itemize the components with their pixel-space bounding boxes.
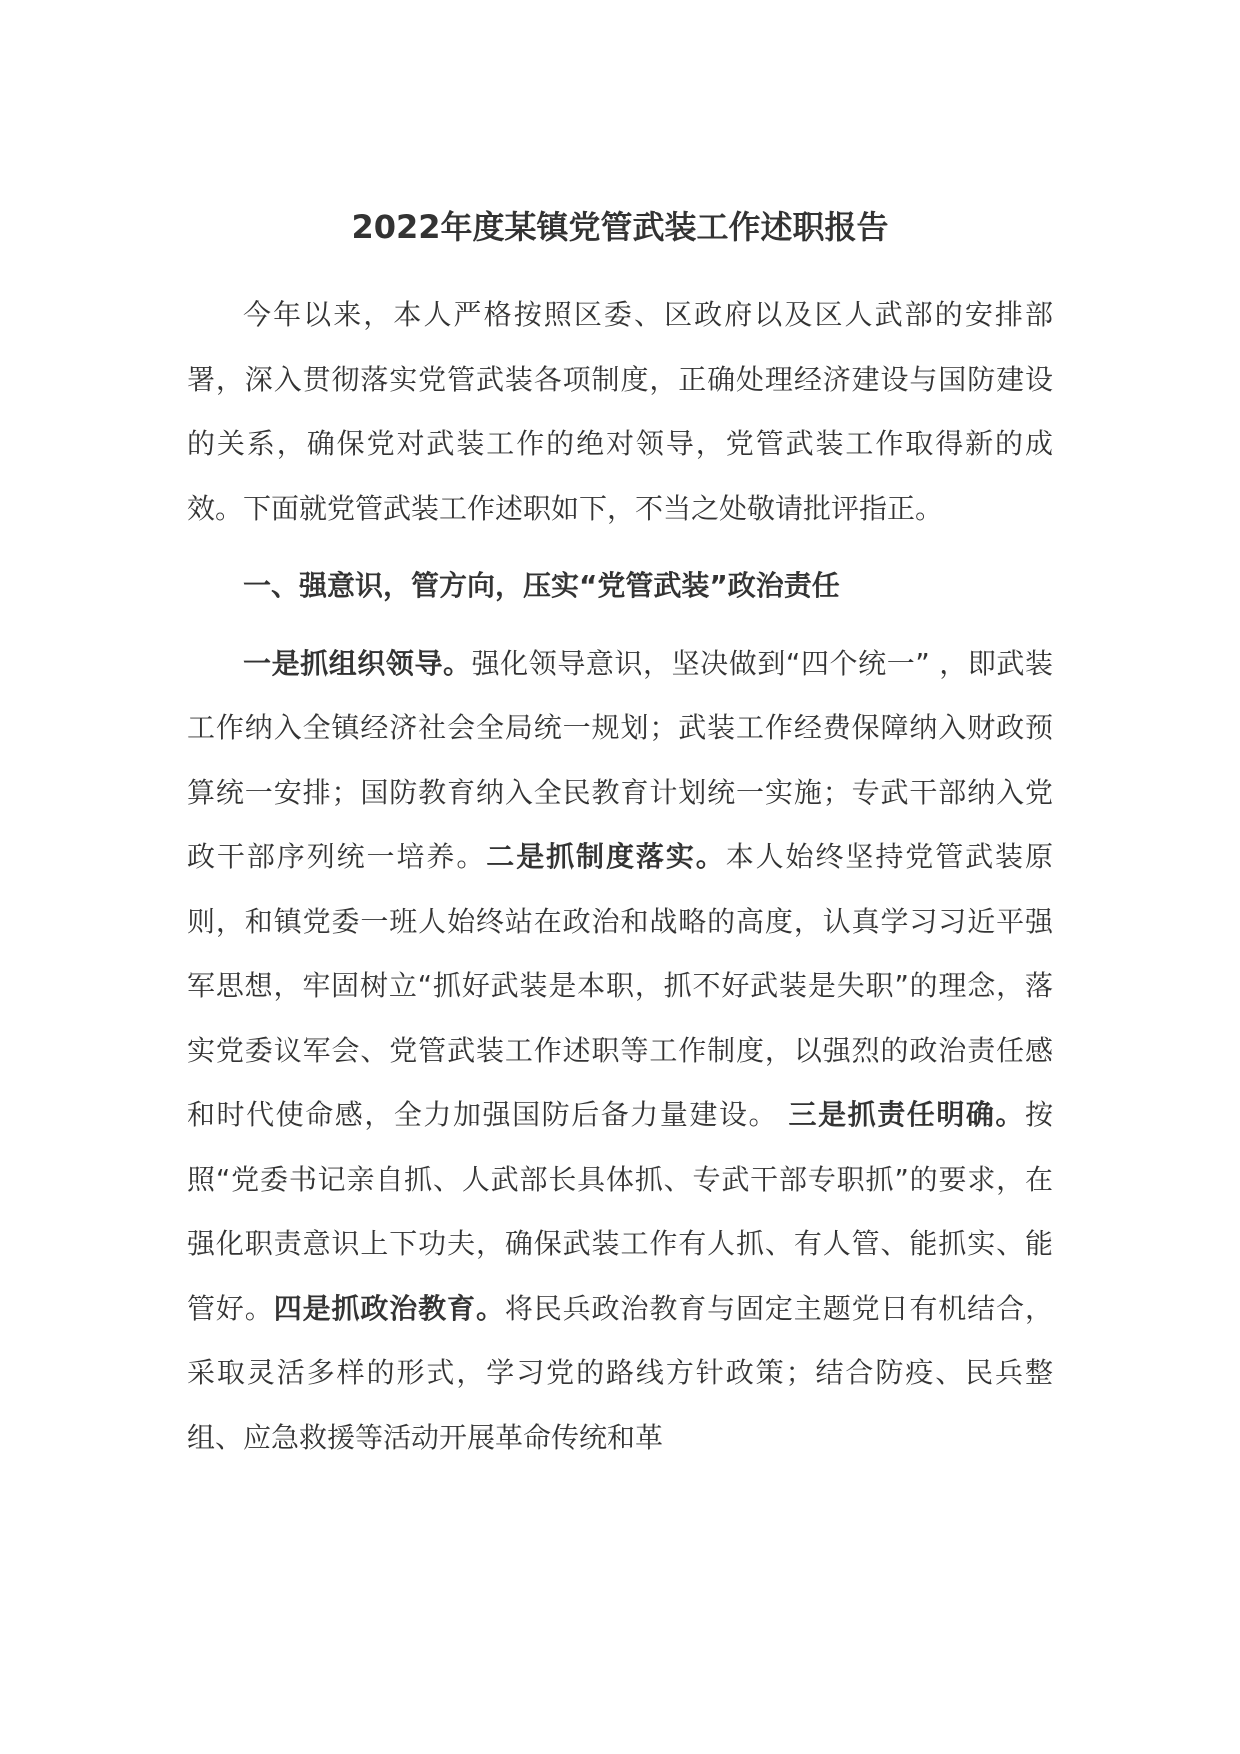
text-responsibility: 按照“党委书记亲自抓、人武部长具体抓、专武干部专职抓”的要求，在强化职责意识上下功夫，确保武装工作有人抓、有人管、能抓实、能管好。 (187, 1098, 1053, 1325)
lead-system: 二是抓制度落实。 (486, 840, 726, 873)
document-title: 2022年度某镇党管武装工作述职报告 (351, 208, 889, 246)
lead-responsibility: 三是抓责任明确。 (788, 1098, 1025, 1131)
text-political-education: 将民兵政治教育与固定主题党日有机结合，采取灵活多样的形式，学习党的路线方针政策；结合防疫、民兵整组、应急救援等活动开展革命传统和革 (187, 1291, 1053, 1454)
text-system: 本人始终坚持党管武装原则，和镇党委一班人始终站在政治和战略的高度，认真学习习近平强军思想，牢固树立“抓好武装是本职，抓不好武装是失职”的理念，落实党委议军会、党管武装工作述职等工作制度，以强烈的政治责任感和时代使命感，全力加强国防后备力量建设。 (187, 840, 1053, 1131)
section-1-heading: 一、强意识，管方向，压实“党管武装”政治责任 (243, 569, 840, 602)
lead-organization: 一是抓组织领导。 (243, 646, 472, 680)
section-1-paragraph (187, 632, 1053, 1471)
lead-political-education: 四是抓政治教育。 (273, 1291, 505, 1325)
document-body (187, 283, 1053, 1470)
intro-paragraph: 今年以来，本人严格按照区委、区政府以及区人武部的安排部署，深入贯彻落实党管武装各项制度，正确处理经济建设与国防建设的关系，确保党对武装工作的绝对领导，党管武装工作取得新的成效。下面就党管武装工作述职如下，不当之处敬请批评指正。 (187, 298, 1053, 525)
text-organization: 强化领导意识，坚决做到“四个统一” ，即武装工作纳入全镇经济社会全局统一规划；武装工作经费保障纳入财政预算统一安排；国防教育纳入全民教育计划统一实施；专武干部纳入党政干部序列统一培养。 (187, 646, 1053, 873)
